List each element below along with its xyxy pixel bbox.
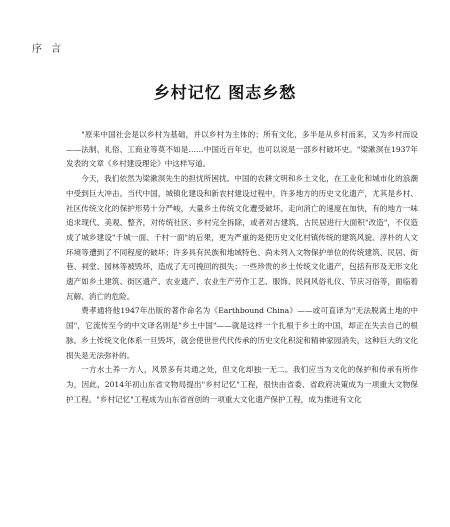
- paragraph: 一方水土养一方人，风景多有共通之处，但文化却独一无二。我们应当为文化的保护和传承有所作为，因此，2014年初山东省文物局提出"乡村记忆"工程，很快由省委、省政府决策成为一项重大文物保护工程。"乡村记忆"工程成为山东省首创的一项重大文化遗产保护工程，成为推进有文化: [66, 365, 418, 404]
- paragraph: "原来中国社会是以乡村为基础，并以乡村为主体的；所有文化，多半是从乡村而来，又为乡村而设——法制、礼俗、工商业等莫不如是……中国近百年史，也可以说是一部乡村破坏史。"梁漱溟在1937年发表的文章《乡村建设理论》中这样写道。: [66, 130, 418, 169]
- running-head: 序 言: [32, 44, 65, 55]
- preface-body: [66, 128, 418, 407]
- paragraph: 费孝通将他1947年出版的著作命名为《Earthbound China》——或可直译为"无法脱离土地的中国"，它流传至今的中文译名则是"乡土中国"——就是这样一个扎根于乡土的中国，却正在失去自己的根脉。乡土传统文化体系一旦毁坏，就会使世世代代传承的历史文化积淀和精神家园消失，这种巨大的文化损失是无法弥补的。: [66, 306, 418, 360]
- paragraph: 今天，我们依然为梁漱溟先生的担忧所困扰。中国的农耕文明和乡土文化，在工业化和城市化的浪潮中受到巨大冲击。当代中国，城镇化建设和新农村建设过程中，许多地方的历史文化遗产，尤其是乡村、社区传统文化的保护形势十分严峻，大量乡土传统文化遭受破坏、走向消亡的速度在加快，有的地方一味追求现代、美观、整齐，对传统社区、乡村完全拆除，或者对古建筑、古民居进行大面积"改造"，不仅造成了城乡建设"千城一面、千村一面"的后果，更为严重的是使历史文化村镇传统的建筑风貌、淳朴的人文环境等遭到了不同程度的破坏；许多具有民族和地域特色、尚未列入文物保护单位的传统建筑、民居、街巷、祠堂、园林等被毁坏，造成了无可挽回的损失；一些珍贵的乡土传统文化遗产，包括有形及无形文化遗产如乡土建筑、街区遗产、农业遗产、农业生产劳作工艺、服饰、民间风俗礼仪、节庆习俗等，面临着瓦解、消亡的危险。: [66, 174, 418, 301]
- page-title: 乡村记忆 图志乡愁: [153, 83, 297, 102]
